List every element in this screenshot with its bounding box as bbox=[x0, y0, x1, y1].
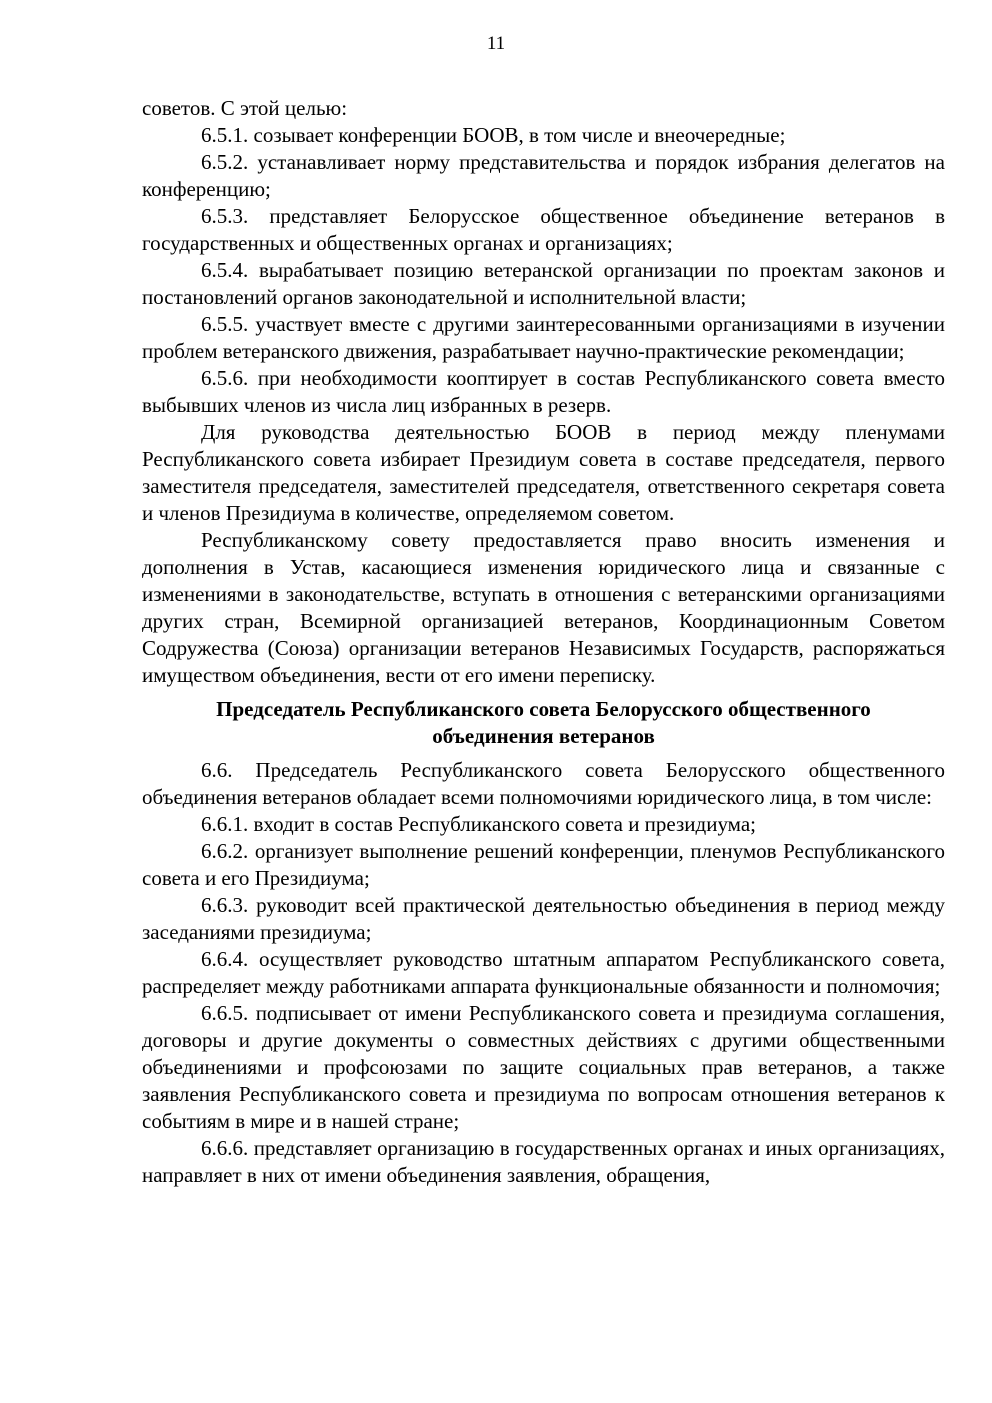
clause-6-5-4: 6.5.4. вырабатывает позицию ветеранской организации по проектам законов и постановлений органов законодательной и исполнительной власти; bbox=[142, 258, 945, 309]
clause-6-5-5: 6.5.5. участвует вместе с другими заинтересованными организациями в изучении проблем ветеранского движения, разрабатывает научно-практические рекомендации; bbox=[142, 312, 945, 363]
clause-6-6-6: 6.6.6. представляет организацию в государственных органах и иных организациях, направляет в них от имени объединения заявления, обращения, bbox=[142, 1136, 945, 1187]
clause-6-5-3: 6.5.3. представляет Белорусское общественное объединение ветеранов в государственных и общественных органах и организациях; bbox=[142, 204, 945, 255]
clause-6-5-1: 6.5.1. созывает конференции БООВ, в том числе и внеочередные; bbox=[201, 123, 786, 147]
section-heading-line-1: Председатель Республиканского совета Белорусского общественного bbox=[216, 697, 871, 721]
document-body bbox=[142, 95, 945, 1189]
page-number: 11 bbox=[486, 33, 506, 54]
clause-6-6: 6.6. Председатель Республиканского совета Белорусского общественного объединения ветеранов обладает всеми полномочиями юридического лица, в том числе: bbox=[142, 758, 945, 809]
clause-6-5-2: 6.5.2. устанавливает норму представительства и порядок избрания делегатов на конференцию; bbox=[142, 150, 945, 201]
clause-6-6-5: 6.6.5. подписывает от имени Республиканского совета и президиума соглашения, договоры и другие документы о совместных действиях с другими общественными объединениями и профсоюзами по защите социальных прав ветеранов, а также заявления Республиканского совета и президиума по вопросам отношения ветеранов к событиям в мире и в нашей стране; bbox=[142, 1001, 945, 1133]
paragraph-charter-amendments: Республиканскому совету предоставляется право вносить изменения и дополнения в Устав, касающиеся изменения юридического лица и связанные с изменениями в законодательстве, вступать в отношения с ветеранскими организациями других стран, Всемирной организацией ветеранов, Координационным Советом Содружества (Союза) организации ветеранов Независимых Государств, распоряжаться имуществом объединения, вести от его имени переписку. bbox=[142, 528, 945, 687]
clause-6-6-3: 6.6.3. руководит всей практической деятельностью объединения в период между заседаниями президиума; bbox=[142, 893, 945, 944]
paragraph: советов. С этой целью: bbox=[142, 96, 348, 120]
clause-6-6-1: 6.6.1. входит в состав Республиканского совета и президиума; bbox=[201, 812, 756, 836]
paragraph-presidium: Для руководства деятельностью БООВ в период между пленумами Республиканского совета избирает Президиум совета в составе председателя, первого заместителя председателя, заместителей председателя, ответственного секретаря совета и членов Президиума в количестве, определяемом советом. bbox=[142, 420, 945, 525]
section-heading-line-2: объединения ветеранов bbox=[432, 724, 655, 748]
clause-6-5-6: 6.5.6. при необходимости кооптирует в состав Республиканского совета вместо выбывших членов из числа лиц избранных в резерв. bbox=[142, 366, 945, 417]
section-heading bbox=[142, 696, 945, 750]
clause-6-6-2: 6.6.2. организует выполнение решений конференции, пленумов Республиканского совета и его Президиума; bbox=[142, 839, 945, 890]
clause-6-6-4: 6.6.4. осуществляет руководство штатным аппаратом Республиканского совета, распределяет между работниками аппарата функциональные обязанности и полномочия; bbox=[142, 947, 945, 998]
